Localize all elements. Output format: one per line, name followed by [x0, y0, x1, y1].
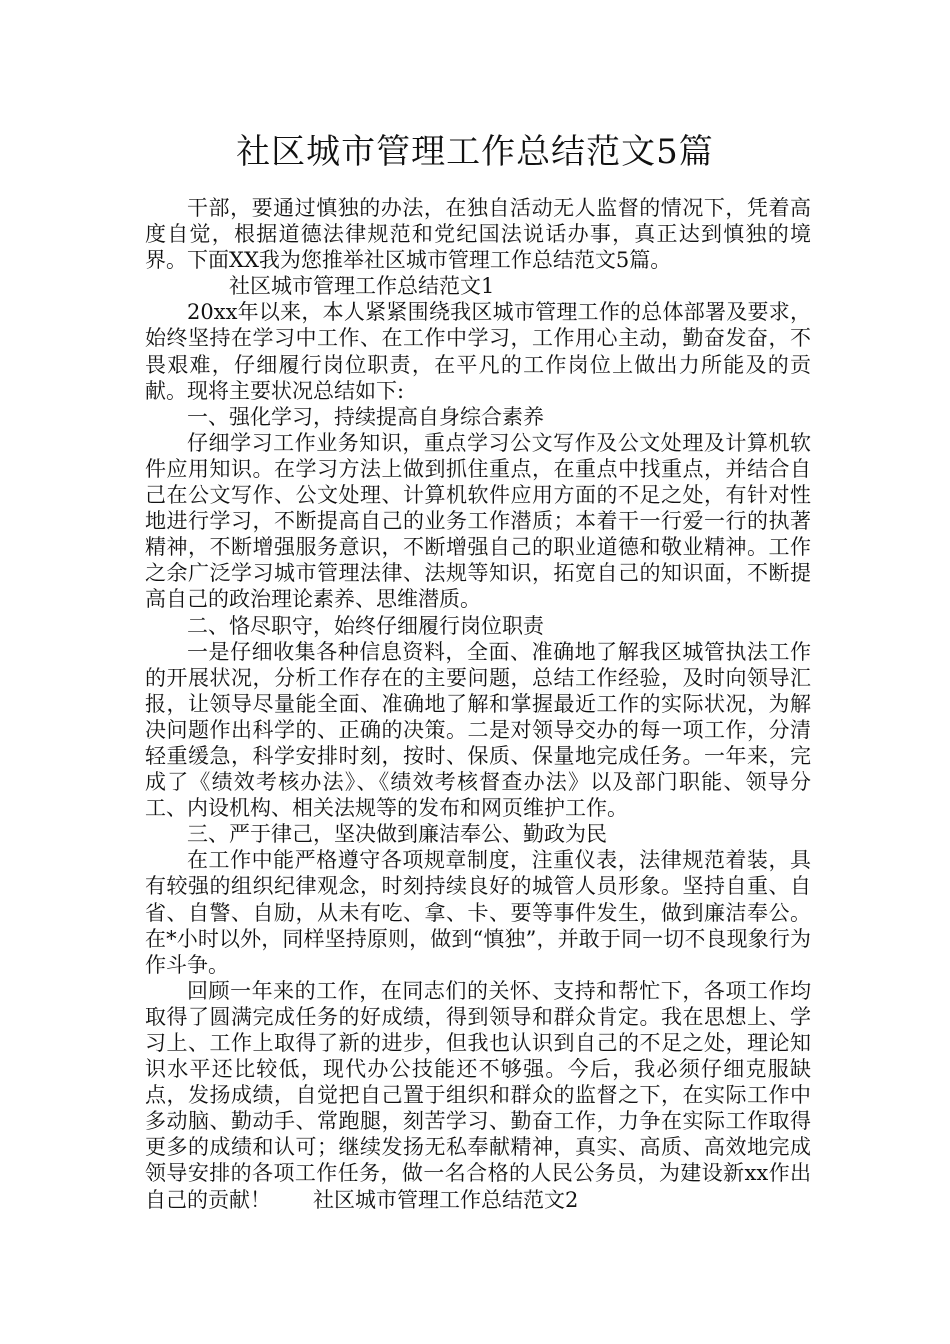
document-title: 社区城市管理工作总结范文5篇: [236, 132, 714, 172]
document-body: [145, 195, 811, 1213]
paragraph-overview: 20xx年以来，本人紧紧围绕我区城市管理工作的总体部署及要求，始终坚持在学习中工作、在工作中学习，工作用心主动，勤奋发奋，不畏艰难，仔细履行岗位职责，在平凡的工作岗位上做出力所能及的贡献。现将主要状况总结如下:: [145, 300, 811, 403]
paragraph-review: 回顾一年来的工作，在同志们的关怀、支持和帮忙下，各项工作均取得了圆满完成任务的好成绩，得到领导和群众肯定。我在思想上、学习上、工作上取得了新的进步，但我也认识到自己的不足之处，理论知识水平还比较低，现代办公技能还不够强。今后，我必须仔细克服缺点，发扬成绩，自觉把自己置于组织和群众的监督之下，在实际工作中多动脑、勤动手、常跑腿，刻苦学习、勤奋工作，力争在实际工作取得更多的成绩和认可；继续发扬无私奉献精神，真实、高质、高效地完成领导安排的各项工作任务，做一名合格的人民公务员，为建设新xx作出自己的贡献！ 社区城市管理工作总结范文2: [145, 978, 811, 1212]
heading-point-3: 三、严于律己，坚决做到廉洁奉公、勤政为民: [187, 822, 607, 847]
heading-point-2: 二、恪尽职守，始终仔细履行岗位职责: [187, 613, 544, 638]
paragraph-intro: 干部，要通过慎独的办法，在独自活动无人监督的情况下，凭着高度自觉，根据道德法律规范和党纪国法说话办事，真正达到慎独的境界。下面XX我为您推举社区城市管理工作总结范文5篇。: [145, 196, 811, 273]
paragraph-point-2: 一是仔细收集各种信息资料，全面、准确地了解我区城管执法工作的开展状况，分析工作存在的主要问题，总结工作经验，及时向领导汇报，让领导尽量能全面、准确地了解和掌握最近工作的实际状况，为解决问题作出科学的、正确的决策。二是对领导交办的每一项工作，分清轻重缓急，科学安排时刻，按时、保质、保量地完成任务。一年来，完成了《绩效考核办法》、《绩效考核督查办法》以及部门职能、领导分工、内设机构、相关法规等的发布和网页维护工作。: [145, 639, 811, 821]
section-heading-sample-1: 社区城市管理工作总结范文1: [229, 274, 495, 299]
paragraph-point-3: 在工作中能严格遵守各项规章制度，注重仪表，法律规范着装，具有较强的组织纪律观念，时刻持续良好的城管人员形象。坚持自重、自省、自警、自励，从未有吃、拿、卡、要等事件发生，做到廉洁奉公。在*小时以外，同样坚持原则，做到“慎独”，并敢于同一切不良现象行为作斗争。: [145, 848, 811, 977]
heading-point-1: 一、强化学习，持续提高自身综合素养: [187, 404, 544, 429]
paragraph-point-1: 仔细学习工作业务知识，重点学习公文写作及公文处理及计算机软件应用知识。在学习方法上做到抓住重点，在重点中找重点，并结合自己在公文写作、公文处理、计算机软件应用方面的不足之处，有针对性地进行学习，不断提高自己的业务工作潜质；本着干一行爱一行的执著精神，不断增强服务意识，不断增强自己的职业道德和敬业精神。工作之余广泛学习城市管理法律、法规等知识，拓宽自己的知识面，不断提高自己的政治理论素养、思维潜质。: [145, 430, 811, 612]
